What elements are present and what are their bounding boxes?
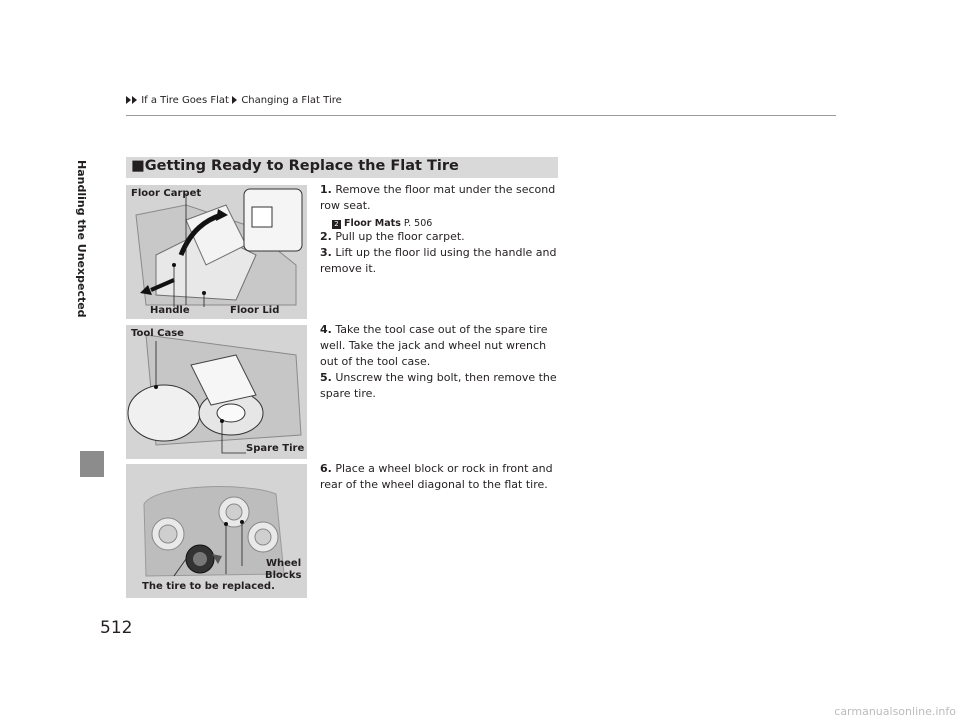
step-number: 4. [320,323,332,336]
label-floor-carpet: Floor Carpet [131,188,202,199]
reference-page: P. 506 [403,218,433,229]
breadcrumb [126,95,342,106]
step-number: 5. [320,371,332,384]
watermark: carmanualsonline.info [834,705,956,718]
step-text: Take the tool case out of the spare tire well. Take the jack and wheel nut wrench out of the tool case. [320,323,548,368]
floor-lid-illustration [126,185,307,319]
section-heading [131,158,459,174]
step-number: 2. [320,230,332,243]
step-text: Remove the floor mat under the second row seat. [320,183,556,212]
header-divider [126,115,836,116]
arrow-right-icon [232,96,237,104]
figure-spare-tire [126,325,307,459]
arrow-right-icon [126,96,131,104]
label-tool-case: Tool Case [131,328,184,339]
chapter-tab-marker [80,451,104,477]
step-4 [320,322,560,370]
step-5 [320,370,560,402]
section-marker: ■ [131,158,145,174]
label-spare-tire: Spare Tire [246,443,305,454]
figure-floor-lid [126,185,307,319]
side-tab-label: Handling the Unexpected [75,160,88,318]
figure-wheel-blocks [126,464,307,598]
reference-label: Floor Mats [344,218,401,229]
step-number: 1. [320,183,332,196]
step-1 [320,182,560,232]
step-2 [320,229,560,245]
breadcrumb-item[interactable]: Changing a Flat Tire [241,95,342,106]
label-tire-to-be-replaced: The tire to be replaced. [142,581,275,592]
spare-tire-illustration [126,325,307,459]
breadcrumb-item[interactable]: If a Tire Goes Flat [141,95,229,106]
step-6 [320,461,560,493]
step-text: Place a wheel block or rock in front and rear of the wheel diagonal to the flat tire. [320,462,553,491]
step-number: 3. [320,246,332,259]
label-floor-lid: Floor Lid [230,305,280,316]
label-wheel: Wheel [266,558,302,569]
label-handle: Handle [150,305,190,316]
page-number: 512 [100,618,133,638]
step-text: Pull up the floor carpet. [335,230,465,243]
step-number: 6. [320,462,332,475]
step-text: Unscrew the wing bolt, then remove the spare tire. [320,371,557,400]
label-blocks: Blocks [265,570,302,581]
section-title: Getting Ready to Replace the Flat Tire [144,158,459,174]
step-3 [320,245,560,277]
reference-arrow-icon: 2 [332,220,341,229]
step-text: Lift up the floor lid using the handle and remove it. [320,246,557,275]
arrow-right-icon [132,96,137,104]
